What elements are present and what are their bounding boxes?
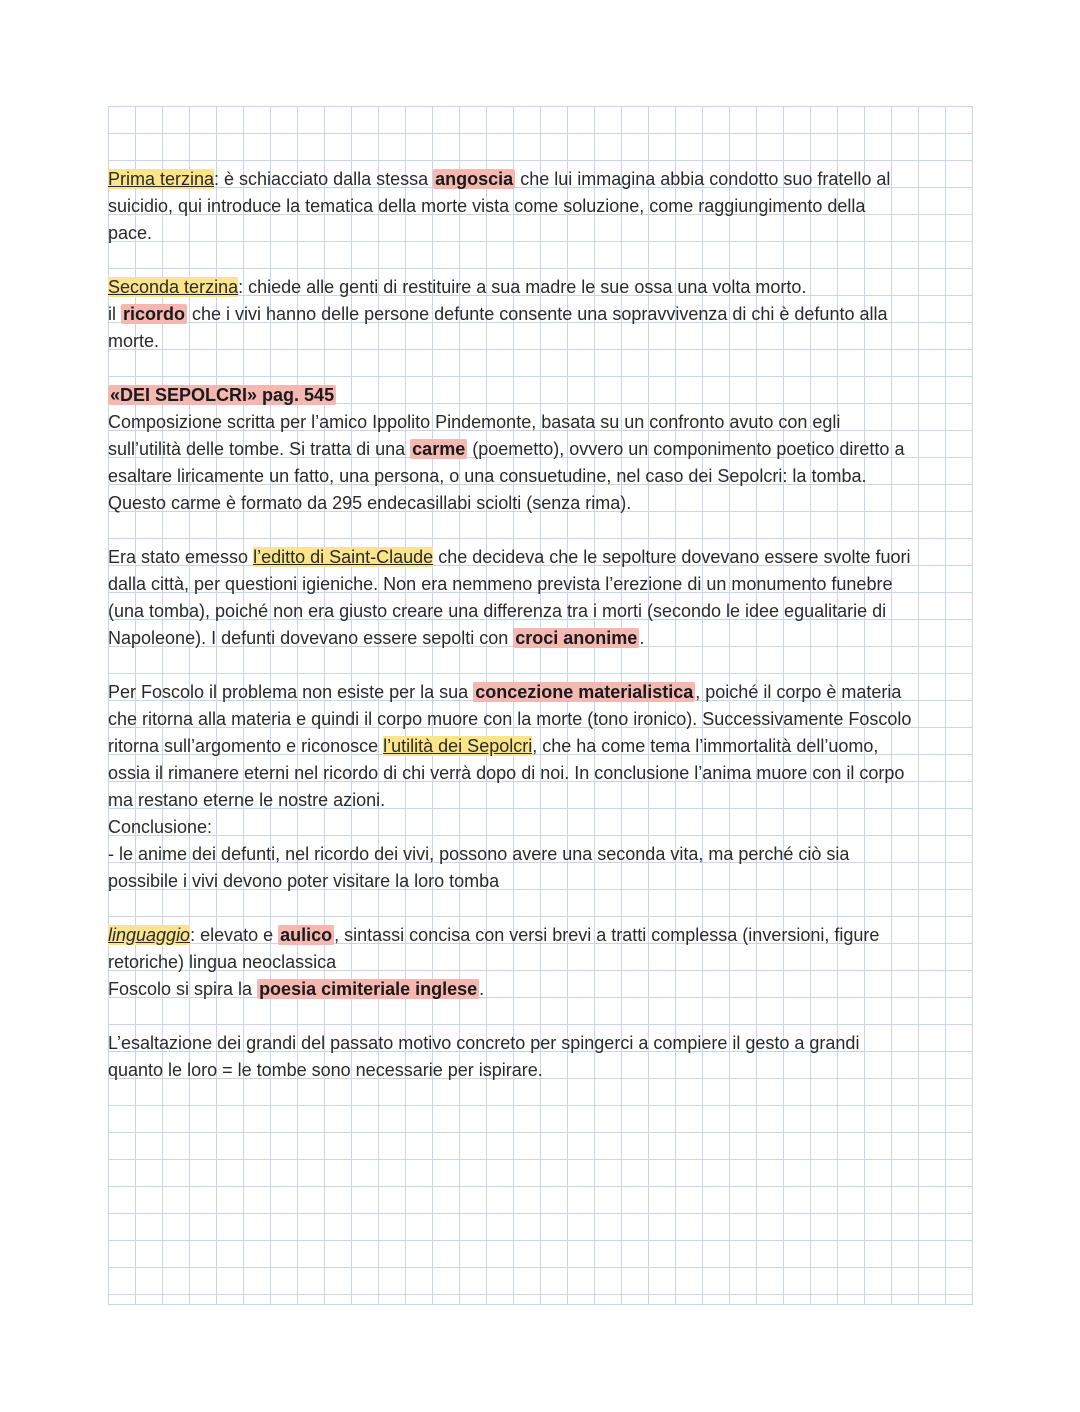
text-line: - le anime dei defunti, nel ricordo dei vivi, possono avere una seconda vita, ma perché ciò sia	[108, 844, 850, 864]
text-span: Napoleone). I defunti dovevano essere sepolti con	[108, 628, 514, 648]
text-line	[108, 976, 978, 1003]
text-line	[108, 544, 978, 571]
notes-content	[108, 166, 978, 1111]
keyword-ricordo: ricordo	[123, 304, 186, 324]
text-line: Composizione scritta per l’amico Ippolito Pindemonte, basata su un confronto avuto con egli	[108, 412, 841, 432]
text-span: che lui immagina abbia condotto suo fratello al	[515, 169, 891, 189]
keyword-poesia-cimiteriale: poesia cimiteriale inglese	[259, 979, 478, 999]
text-line: pace.	[108, 223, 153, 243]
text-line: ma restano eterne le nostre azioni.	[108, 790, 386, 810]
text-line	[108, 166, 978, 193]
paragraph-linguaggio	[108, 922, 978, 1003]
text-line: morte.	[108, 331, 160, 351]
term-utilita-sepolcri: l’utilità dei Sepolcri	[383, 736, 533, 756]
paragraph-prima-terzina	[108, 166, 978, 247]
keyword-croci-anonime: croci anonime	[515, 628, 638, 648]
keyword-angoscia: angoscia	[435, 169, 514, 189]
text-span: sull’utilità delle tombe. Si tratta di una	[108, 439, 411, 459]
text-line: che ritorna alla materia e quindi il corpo muore con la morte (tono ironico). Successivamente Foscolo	[108, 709, 912, 729]
keyword-carme: carme	[412, 439, 466, 459]
text-line: (una tomba), poiché non era giusto creare una differenza tra i morti (secondo le idee egualitarie di	[108, 601, 887, 621]
text-span: , poiché il corpo è materia	[695, 682, 902, 702]
text-line	[108, 301, 978, 328]
text-span: .	[479, 979, 485, 999]
text-line	[108, 382, 978, 409]
text-line: ossia il rimanere eterni nel ricordo di chi verrà dopo di noi. In conclusione l’anima muore con il corpo	[108, 763, 905, 783]
term-linguaggio: linguaggio	[108, 925, 191, 945]
text-span: il	[108, 304, 121, 324]
text-line: retoriche) lingua neoclassica	[108, 952, 337, 972]
text-span: che i vivi hanno delle persone defunte consente una sopravvivenza di chi è defunto alla	[187, 304, 888, 324]
text-span: : elevato e	[190, 925, 279, 945]
keyword-aulico: aulico	[280, 925, 333, 945]
text-line: possibile i vivi devono poter visitare la loro tomba	[108, 871, 500, 891]
text-line: dalla città, per questioni igieniche. Non era nemmeno prevista l’erezione di un monumento funebre	[108, 574, 893, 594]
paragraph-dei-sepolcri	[108, 382, 978, 517]
text-span: ritorna sull’argomento e riconosce	[108, 736, 384, 756]
text-line	[108, 679, 978, 706]
term-seconda-terzina: Seconda terzina	[108, 277, 239, 297]
text-line: Questo carme è formato da 295 endecasillabi sciolti (senza rima).	[108, 493, 632, 513]
text-span: (poemetto), ovvero un componimento poetico diretto a	[467, 439, 905, 459]
section-heading-dei-sepolcri: «DEI SEPOLCRI» pag. 545	[110, 385, 335, 405]
term-prima-terzina: Prima terzina	[108, 169, 215, 189]
paragraph-seconda-terzina	[108, 274, 978, 355]
text-line	[108, 436, 978, 463]
text-span: : chiede alle genti di restituire a sua madre le sue ossa una volta morto.	[238, 277, 807, 297]
text-line	[108, 733, 978, 760]
text-line	[108, 922, 978, 949]
text-line: Conclusione:	[108, 817, 213, 837]
keyword-concezione-materialistica: concezione materialistica	[475, 682, 694, 702]
text-line: esaltare liricamente un fatto, una persona, o una consuetudine, nel caso dei Sepolcri: la tomba.	[108, 466, 867, 486]
text-line	[108, 625, 978, 652]
paragraph-editto	[108, 544, 978, 652]
text-span: : è schiacciato dalla stessa	[214, 169, 434, 189]
text-line: L’esaltazione dei grandi del passato motivo concreto per spingerci a compiere il gesto a grandi	[108, 1033, 860, 1053]
text-span: Era stato emesso	[108, 547, 254, 567]
text-span: , sintassi concisa con versi brevi a tratti complessa (inversioni, figure	[334, 925, 880, 945]
text-line	[108, 274, 978, 301]
text-span: , che ha come tema l’immortalità dell’uomo,	[532, 736, 879, 756]
term-editto-saint-claude: l’editto di Saint-Claude	[253, 547, 434, 567]
paragraph-foscolo	[108, 679, 978, 895]
text-span: Per Foscolo il problema non esiste per la sua	[108, 682, 474, 702]
text-span: Foscolo si spira la	[108, 979, 258, 999]
paragraph-esaltazione	[108, 1030, 978, 1084]
text-span: che decideva che le sepolture dovevano essere svolte fuori	[433, 547, 911, 567]
text-span: .	[639, 628, 645, 648]
text-line: suicidio, qui introduce la tematica della morte vista come soluzione, come raggiungimento della	[108, 196, 866, 216]
text-line: quanto le loro = le tombe sono necessarie per ispirare.	[108, 1060, 543, 1080]
